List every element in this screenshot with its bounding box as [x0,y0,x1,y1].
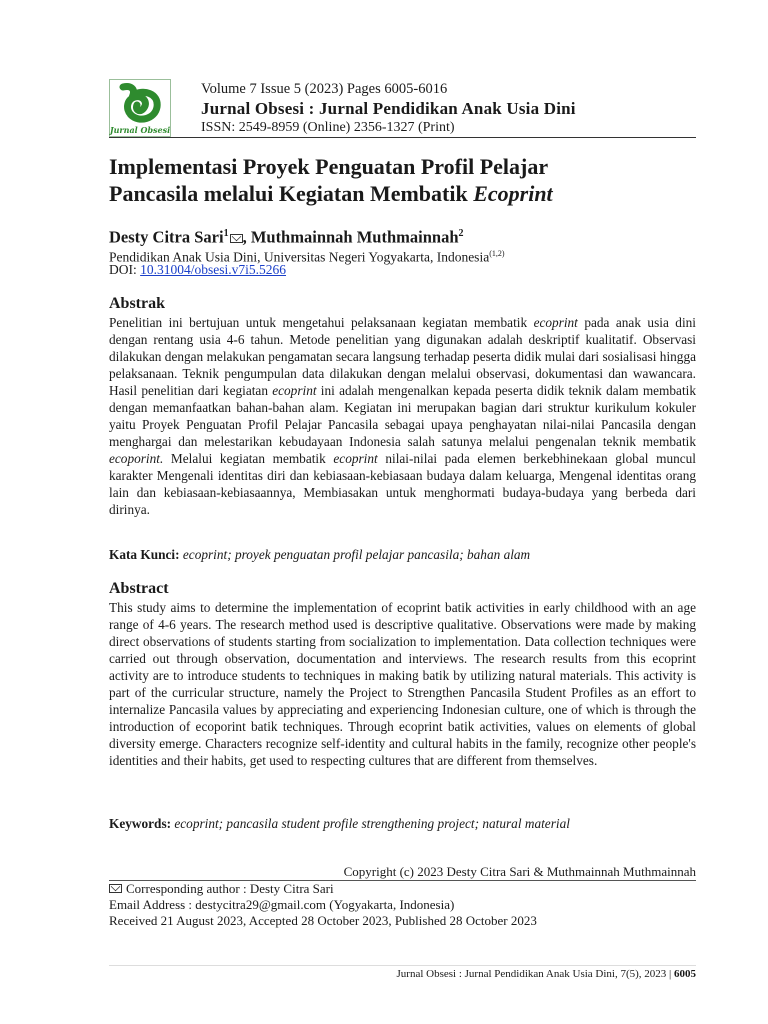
logo-text: Jurnal Obsesi [109,125,171,135]
author-2: Muthmainnah Muthmainnah [250,227,459,247]
corresponding-text: Corresponding author : Desty Citra Sari [126,881,334,896]
title-line-2-text: Pancasila melalui Kegiatan Membatik [109,181,474,206]
issn-line: ISSN: 2549-8959 (Online) 2356-1327 (Print) [201,120,455,135]
abstrak-italic: ecoprint [272,383,317,398]
mail-icon [230,234,243,243]
volume-line: Volume 7 Issue 5 (2023) Pages 6005-6016 [201,81,448,97]
email-line: Email Address : destycitra29@gmail.com (Yogyakarta, Indonesia) [109,897,455,912]
abstrak-part: ini adalah mengenalkan kepada peserta didik teknik dalam membatik dengan memanfaatkan bahan-bahan alam. Kegiatan ini merupakan bagian dari struktur kurikulum kokuler yaitu Proyek Penguatan Profil Pelajar Pancasila sebagai upaya penghayatan nilai-nilai Pancasila dengan menghargai dan melestarikan kebudayaan Indonesia salah satunya melalui pengenalan teknik membatik [109,383,696,449]
keywords [109,815,696,832]
journal-name: Jurnal Obsesi : Jurnal Pendidikan Anak Usia Dini [201,99,576,118]
running-footer-sep: | [666,968,674,980]
corresponding-author [109,881,537,897]
abstract-text: This study aims to determine the implementation of ecoprint batik activities in early childhood with an age range of 4-6 years. The research method used is descriptive qualitative. Observations were made by making direct observations of students starting from socialization to implementation. Data collection techniques were carried out through observation, documentation and interviews. The research results from this ecoprint activity are to introduce students to techniques in making batik by utilizing natural materials. This activity is part of the curricular structure, namely the Project to Strengthen Pancasila Student Profiles as an effort to internalize Pancasila values by appreciating and experiencing Indonesian culture, one of which is through the introduction of ecoporint batik techniques. Through ecoprint batik activities, values on elements of global diversity emerge. Characters recognize self-identity and cultural habits in the family, recognize other people's identities and their habits, get used to respecting cultures that are different from themselves. [109,600,696,768]
title-italic-word: Ecoprint [473,181,553,206]
title-line-1: Implementasi Proyek Penguatan Profil Pelajar [109,154,549,179]
header-divider [109,137,696,138]
abstrak-part: Penelitian ini bertujuan untuk mengetahui pelaksanaan kegiatan membatik [109,315,534,330]
abstrak-text [109,314,696,518]
doi-link[interactable]: 10.31004/obsesi.v7i5.5266 [140,262,287,277]
running-footer-text: Jurnal Obsesi : Jurnal Pendidikan Anak Usia Dini, 7(5), 2023 [396,968,667,980]
abstrak-part: nilai-nilai pada elemen berkebhinekaan global muncul karakter Mengenali identitas diri dan kebiasaan-kebiasaan budaya dalam keluarga, Mengenal identitas orang lain dan kebiasaan-kebiasaannya, Membiasakan untuk menghormati budaya-budaya yang berbeda dari dirinya. [109,451,696,517]
correspondence-block [109,881,537,929]
kata-kunci-value: ecoprint; proyek penguatan profil pelajar pancasila; bahan alam [179,547,531,562]
running-footer-divider [109,965,696,966]
abstrak-italic: ecoprint [533,315,578,330]
abstrak-part: pada anak usia dini dengan rentang usia 4-6 tahun. Metode penelitian yang digunakan adalah deskriptif kualitatif. Observasi dilakukan dengan melakukan pengamatan secara langsung terhadap peserta didik mulai dari sosialisasi hingga pelaksanaan. Teknik pengumpulan data dilakukan dengan melalui observasi, dokumentasi dan wawancara. Hasil penelitian dari kegiatan [109,315,696,398]
author-1-sup: 1 [223,228,229,239]
affiliation-sup: (1,2) [489,249,505,258]
abstract-section [109,579,696,769]
copyright-line: Copyright (c) 2023 Desty Citra Sari & Muthmainnah Muthmainnah [343,864,696,879]
keywords-value: ecoprint; pancasila student profile strengthening project; natural material [171,816,570,831]
dates-line: Received 21 August 2023, Accepted 28 October 2023, Published 28 October 2023 [109,913,537,928]
abstract-heading: Abstract [109,580,169,597]
journal-logo [109,79,171,137]
author-separator: , [242,227,251,247]
title-line-2 [109,180,699,207]
author-1: Desty Citra Sari [109,227,224,247]
page-number: 6005 [674,968,696,980]
abstrak-heading: Abstrak [109,295,166,312]
kata-kunci [109,546,696,563]
running-footer [397,967,696,981]
affiliation-text: Pendidikan Anak Usia Dini, Universitas Negeri Yogyakarta, Indonesia [109,249,490,265]
doi-label: DOI: [109,262,141,277]
abstrak-section [109,294,696,518]
keywords-label: Keywords: [109,816,172,831]
author-2-sup: 2 [458,228,464,239]
abstrak-part: Melalui kegiatan membatik [163,451,334,466]
article-title [109,153,699,207]
kata-kunci-label: Kata Kunci: [109,547,180,562]
abstrak-italic: ecoporint. [109,451,164,466]
envelope-icon [109,884,122,893]
journal-header [201,80,696,137]
abstrak-italic: ecoprint [333,451,378,466]
doi-line [109,261,699,278]
